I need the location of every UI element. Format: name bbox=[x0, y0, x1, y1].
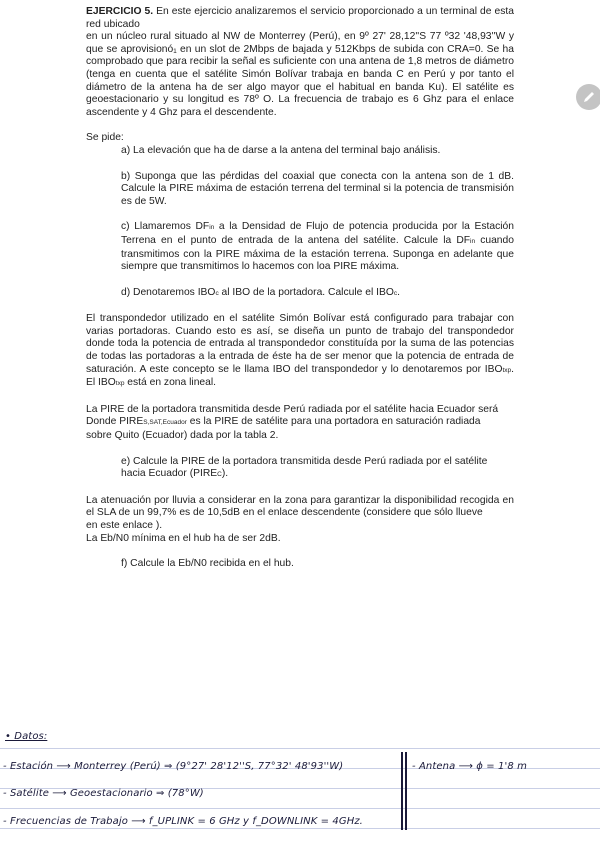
pire-paragraph-2: Donde PIRES,SAT,Ecuador es la PIRE de satélite para una portadora en saturación radiada bbox=[86, 416, 481, 428]
question-d: d) Denotaremos IBOc al IBO de la portadora. Calcule el IBOc. bbox=[121, 286, 400, 298]
rain-paragraph-2: en este enlace ). bbox=[86, 520, 163, 531]
notes-divider bbox=[401, 752, 403, 830]
question-b: b) Suponga que las pérdidas del coaxial que conecta con la antena son de 1 dB. Calcule la PIRE máxima de estación terrena del terminal si la potencia de transmisión es de 5W. bbox=[121, 170, 514, 207]
notes-station: - Estación ⟶ Monterrey (Perú) ⇒ (9°27' 28'12''S, 77°32' 48'93''W) bbox=[3, 761, 344, 772]
notes-antenna: - Antena ⟶ ϕ = 1'8 m bbox=[412, 761, 527, 772]
rain-paragraph: La atenuación por lluvia a considerar en la zona para garantizar la disponibilidad recogida en el SLA de un 99,7% es de 10,5dB en el enlace descendente (considere que sólo llueve bbox=[86, 494, 514, 519]
notes-title: • Datos: bbox=[5, 731, 48, 742]
question-c: c) Llamaremos DFin a la Densidad de Flujo de potencia producida por la Estación Terrena en el punto de entrada de la antena del satélite. Calcule la DFin cuando transmitimos con la PIRE máxima de la estación terrena. Suponga en adelante que siempre que transmitimos lo hacemos con loa PIRE máxima. bbox=[121, 221, 514, 273]
intro-paragraph: EJERCICIO 5. En este ejercicio analizaremos el servicio proporcionado a un terminal de esta red ubicado en un núcleo rural situado al NW de Monterrey (Perú), en 9º 27' 28,12''S 77 º32 '48,93''W y que se aprovisionó₁ en un slot de 2Mbps de bajada y 512Kbps de subida con CRA=0. Se ha comprobado que para recibir la señal es suficiente con una antena de 1,8 metros de diámetro (tenga en cuenta que el satélite Simón Bolívar trabaja en banda C en Perú y por tanto el diámetro de la antena ha de ser algo mayor que el habitual en banda Ku). El satélite es geoestacionario y su longitud es 78º O. La frecuencia de trabajo es 6 Ghz para el enlace ascendente y 4 Ghz para el descendente. bbox=[86, 6, 514, 118]
handwritten-notes bbox=[0, 728, 600, 848]
ebn0-paragraph: La Eb/N0 mínima en el hub ha de ser 2dB. bbox=[86, 532, 281, 544]
exercise-document bbox=[86, 6, 514, 571]
edit-button[interactable] bbox=[576, 84, 600, 110]
pire-paragraph-3: sobre Quito (Ecuador) dada por la tabla 2. bbox=[86, 430, 279, 442]
question-e: e) Calcule la PIRE de la portadora transmitida desde Perú radiada por el satélite hacia Ecuador (PIREC). bbox=[121, 455, 488, 480]
notes-satellite: - Satélite ⟶ Geoestacionario ⇒ (78°W) bbox=[3, 788, 204, 799]
pencil-icon bbox=[582, 90, 596, 104]
exercise-heading: EJERCICIO 5. bbox=[86, 6, 154, 17]
notes-frequencies: - Frecuencias de Trabajo ⟶ f_UPLINK = 6 GHz y f_DOWNLINK = 4GHz. bbox=[3, 816, 363, 827]
notes-divider bbox=[405, 752, 407, 830]
pire-paragraph-1: La PIRE de la portadora transmitida desde Perú radiada por el satélite hacia Ecuador será bbox=[86, 403, 499, 415]
transponder-paragraph: El transpondedor utilizado en el satélite Simón Bolívar está configurado para trabajar con varias portadoras. Cuando esto es así, se diseña un punto de trabajo del transpondedor donde toda la potencia de entrada al transpondedor constituída por la suma de las potencias de todas las portadoras a la entrada de éste ha de ser menor que la potencia de entrada de saturación. A este concepto se le llama IBO del transpondedor y lo denotaremos por IBOtxp. El IBOtxp está en zona lineal. bbox=[86, 313, 514, 389]
question-f: f) Calcule la Eb/N0 recibida en el hub. bbox=[121, 558, 294, 570]
question-a: a) La elevación que ha de darse a la antena del terminal bajo análisis. bbox=[121, 144, 441, 156]
se-pide-label: Se pide: bbox=[86, 132, 124, 144]
